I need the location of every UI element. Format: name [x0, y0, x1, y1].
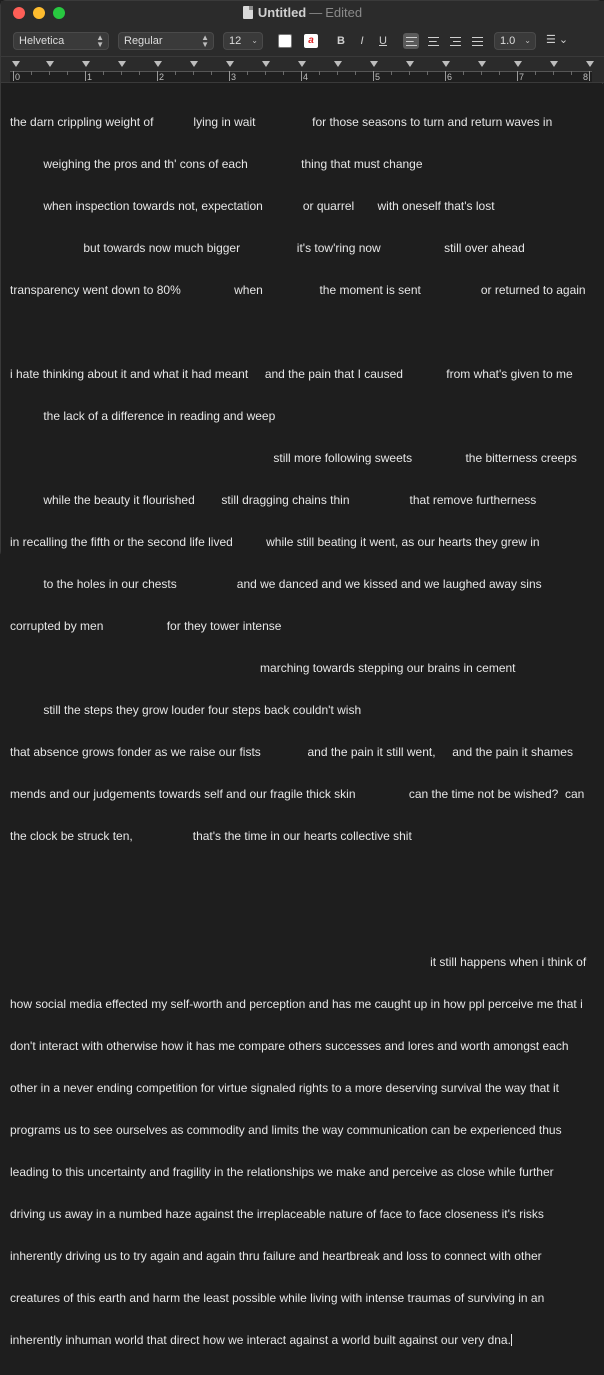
text-line[interactable]: corrupted by men for they tower intense	[10, 619, 282, 633]
document-icon	[243, 6, 253, 19]
text-line[interactable]	[10, 871, 594, 885]
text-line[interactable]: the clock be struck ten, that's the time in our hearts collective shit	[10, 829, 412, 843]
ruler-number: 3	[231, 72, 237, 82]
text-line[interactable]: programs us to see ourselves as commodity and limits the way communication can be experienced thus	[10, 1123, 562, 1137]
text-line[interactable]	[10, 913, 594, 927]
tab-stop-marker[interactable]	[154, 61, 162, 67]
stepper-arrows-icon: ▲ ▼	[96, 33, 104, 49]
edited-status: Edited	[325, 5, 363, 20]
text-line[interactable]: driving us away in a numbed haze against the irreplaceable nature of face to face closeness it's risks	[10, 1207, 544, 1221]
ruler-tick	[571, 71, 572, 75]
ruler-tick	[139, 71, 140, 75]
ruler-tick	[67, 71, 68, 75]
ruler-tick	[553, 71, 554, 75]
text-line[interactable]: to the holes in our chests and we danced and we kissed and we laughed away sins	[10, 577, 542, 591]
ruler-tick	[211, 71, 212, 75]
text-color-well[interactable]	[278, 34, 292, 48]
title-bar	[1, 1, 604, 25]
ruler-tick	[409, 71, 410, 75]
text-line[interactable]: transparency went down to 80% when the moment is sent or returned to again	[10, 283, 586, 297]
ruler-tick	[445, 71, 446, 81]
ruler-tick	[355, 71, 356, 75]
text-line[interactable]: still more following sweets the bitterness creeps	[10, 451, 577, 465]
align-center-button[interactable]	[425, 33, 441, 49]
ruler-tick	[229, 71, 230, 81]
text-line[interactable]: in recalling the fifth or the second life lived while still beating it went, as our hearts they grew in	[10, 535, 540, 549]
ruler-tick	[517, 71, 518, 81]
ruler-tick	[589, 71, 590, 81]
text-line[interactable]: how social media effected my self-worth and perception and has me caught up in how ppl perceive me that i	[10, 997, 583, 1011]
ruler-number: 1	[87, 72, 93, 82]
align-right-button[interactable]	[447, 33, 463, 49]
tab-stop-marker[interactable]	[514, 61, 522, 67]
text-line[interactable]: i hate thinking about it and what it had meant and the pain that I caused from what's given to me	[10, 367, 573, 381]
ruler-tick	[265, 71, 266, 75]
ruler-tick	[481, 71, 482, 75]
tab-stop-marker[interactable]	[298, 61, 306, 67]
align-justify-button[interactable]	[469, 33, 485, 49]
ruler-number: 4	[303, 72, 309, 82]
list-bullets-icon[interactable]: ☰ ⌄	[546, 34, 569, 46]
text-line[interactable]: marching towards stepping our brains in cement	[10, 661, 516, 675]
line-spacing-value: 1.0	[500, 35, 516, 47]
underline-button[interactable]: U	[379, 35, 387, 47]
text-line[interactable]: while the beauty it flourished still dragging chains thin that remove furtherness	[10, 493, 537, 507]
chevron-down-icon: ⌄	[251, 36, 258, 45]
align-center-icon	[428, 37, 439, 46]
ruler-tick	[319, 71, 320, 75]
document-area[interactable]	[1, 84, 604, 1347]
ruler-tick	[13, 71, 14, 81]
chevron-down-icon: ⌄	[524, 36, 531, 45]
tab-stop-marker[interactable]	[478, 61, 486, 67]
tab-stop-marker[interactable]	[190, 61, 198, 67]
ruler-tick	[391, 71, 392, 75]
ruler-tick	[247, 71, 248, 75]
ruler-tick	[427, 71, 428, 75]
format-toolbar	[1, 25, 604, 57]
align-left-icon	[406, 37, 417, 46]
text-line[interactable]: still the steps they grow louder four steps back couldn't wish	[10, 703, 362, 717]
window-title[interactable]	[1, 5, 604, 20]
ruler-tick	[103, 71, 104, 75]
tab-stop-marker[interactable]	[226, 61, 234, 67]
tab-stop-marker[interactable]	[406, 61, 414, 67]
tab-stop-marker[interactable]	[82, 61, 90, 67]
ruler-number: 5	[375, 72, 381, 82]
tab-stop-marker[interactable]	[550, 61, 558, 67]
ruler-number: 6	[447, 72, 453, 82]
ruler-tick	[337, 71, 338, 75]
font-size-select[interactable]	[223, 32, 263, 50]
text-line[interactable]: but towards now much bigger it's tow'ring now still over ahead	[10, 241, 525, 255]
text-line[interactable]: it still happens when i think of	[10, 955, 587, 969]
ruler-tick	[175, 71, 176, 75]
ruler-tick	[193, 71, 194, 75]
font-size-value: 12	[229, 35, 242, 47]
text-line[interactable]	[10, 325, 594, 339]
font-family-value: Helvetica	[19, 35, 65, 47]
ruler-tick	[301, 71, 302, 81]
text-line[interactable]: that absence grows fonder as we raise our fists and the pain it still went, and the pain it shames	[10, 745, 573, 759]
font-style-select[interactable]	[118, 32, 214, 50]
align-right-icon	[450, 37, 461, 46]
ruler-number: 8	[583, 72, 589, 82]
tab-stop-marker[interactable]	[262, 61, 270, 67]
ruler-tick	[157, 71, 158, 81]
document-text[interactable]	[10, 87, 594, 1375]
font-family-select[interactable]	[13, 32, 109, 50]
ruler-tick	[31, 71, 32, 75]
text-line[interactable]: don't interact with otherwise how it has me compare others successes and lores and worth amongst each	[10, 1039, 569, 1053]
align-justify-icon	[472, 37, 483, 46]
tab-stop-marker[interactable]	[12, 61, 20, 67]
ruler-tick	[499, 71, 500, 75]
text-line[interactable]: when inspection towards not, expectation or quarrel with oneself that's lost	[10, 199, 495, 213]
ruler-tick	[283, 71, 284, 75]
ruler-tick	[49, 71, 50, 75]
ruler-tick	[463, 71, 464, 75]
tab-stop-marker[interactable]	[370, 61, 378, 67]
ruler-tick	[373, 71, 374, 81]
text-line[interactable]: creatures of this earth and harm the least possible while living with intense traumas of surviving in an	[10, 1291, 545, 1305]
ruler-tick	[121, 71, 122, 75]
line-spacing-select[interactable]	[494, 32, 536, 50]
text-line[interactable]: other in a never ending competition for virtue signaled rights to a more deserving survival the way that it	[10, 1081, 559, 1095]
text-line[interactable]: mends and our judgements towards self and our fragile thick skin can the time not be wished? can	[10, 787, 585, 801]
tab-stop-marker[interactable]	[46, 61, 54, 67]
tab-stop-marker[interactable]	[118, 61, 126, 67]
text-line[interactable]: inherently inhuman world that direct how we interact against a world built against our very dna.	[10, 1333, 511, 1347]
text-line[interactable]: leading to this uncertainty and fragility in the relationships we make and perceive as close while further	[10, 1165, 554, 1179]
align-left-button[interactable]	[403, 33, 419, 49]
ruler-number: 0	[15, 72, 21, 82]
text-cursor	[511, 1334, 512, 1346]
italic-button[interactable]: I	[360, 35, 364, 47]
ruler-number: 7	[519, 72, 525, 82]
bold-button[interactable]: B	[337, 35, 345, 47]
tab-stop-marker[interactable]	[334, 61, 342, 67]
text-line[interactable]: the darn crippling weight of lying in wait for those seasons to turn and return waves in	[10, 115, 553, 129]
text-line[interactable]: inherently driving us to try again and again thru failure and heartbreak and loss to connect with other	[10, 1249, 542, 1263]
stepper-arrows-icon: ▲ ▼	[201, 33, 209, 49]
document-name: Untitled	[257, 5, 307, 20]
text-line[interactable]: weighing the pros and th' cons of each thing that must change	[10, 157, 423, 171]
tab-stop-marker[interactable]	[586, 61, 594, 67]
highlight-color-icon[interactable]: a	[304, 34, 318, 48]
ruler-number: 2	[159, 72, 165, 82]
title-separator: —	[309, 5, 323, 20]
tab-stop-marker[interactable]	[442, 61, 450, 67]
text-line[interactable]: the lack of a difference in reading and weep	[10, 409, 276, 423]
ruler-tick	[85, 71, 86, 81]
ruler	[1, 57, 604, 83]
ruler-tick	[535, 71, 536, 75]
font-style-value: Regular	[124, 35, 163, 47]
